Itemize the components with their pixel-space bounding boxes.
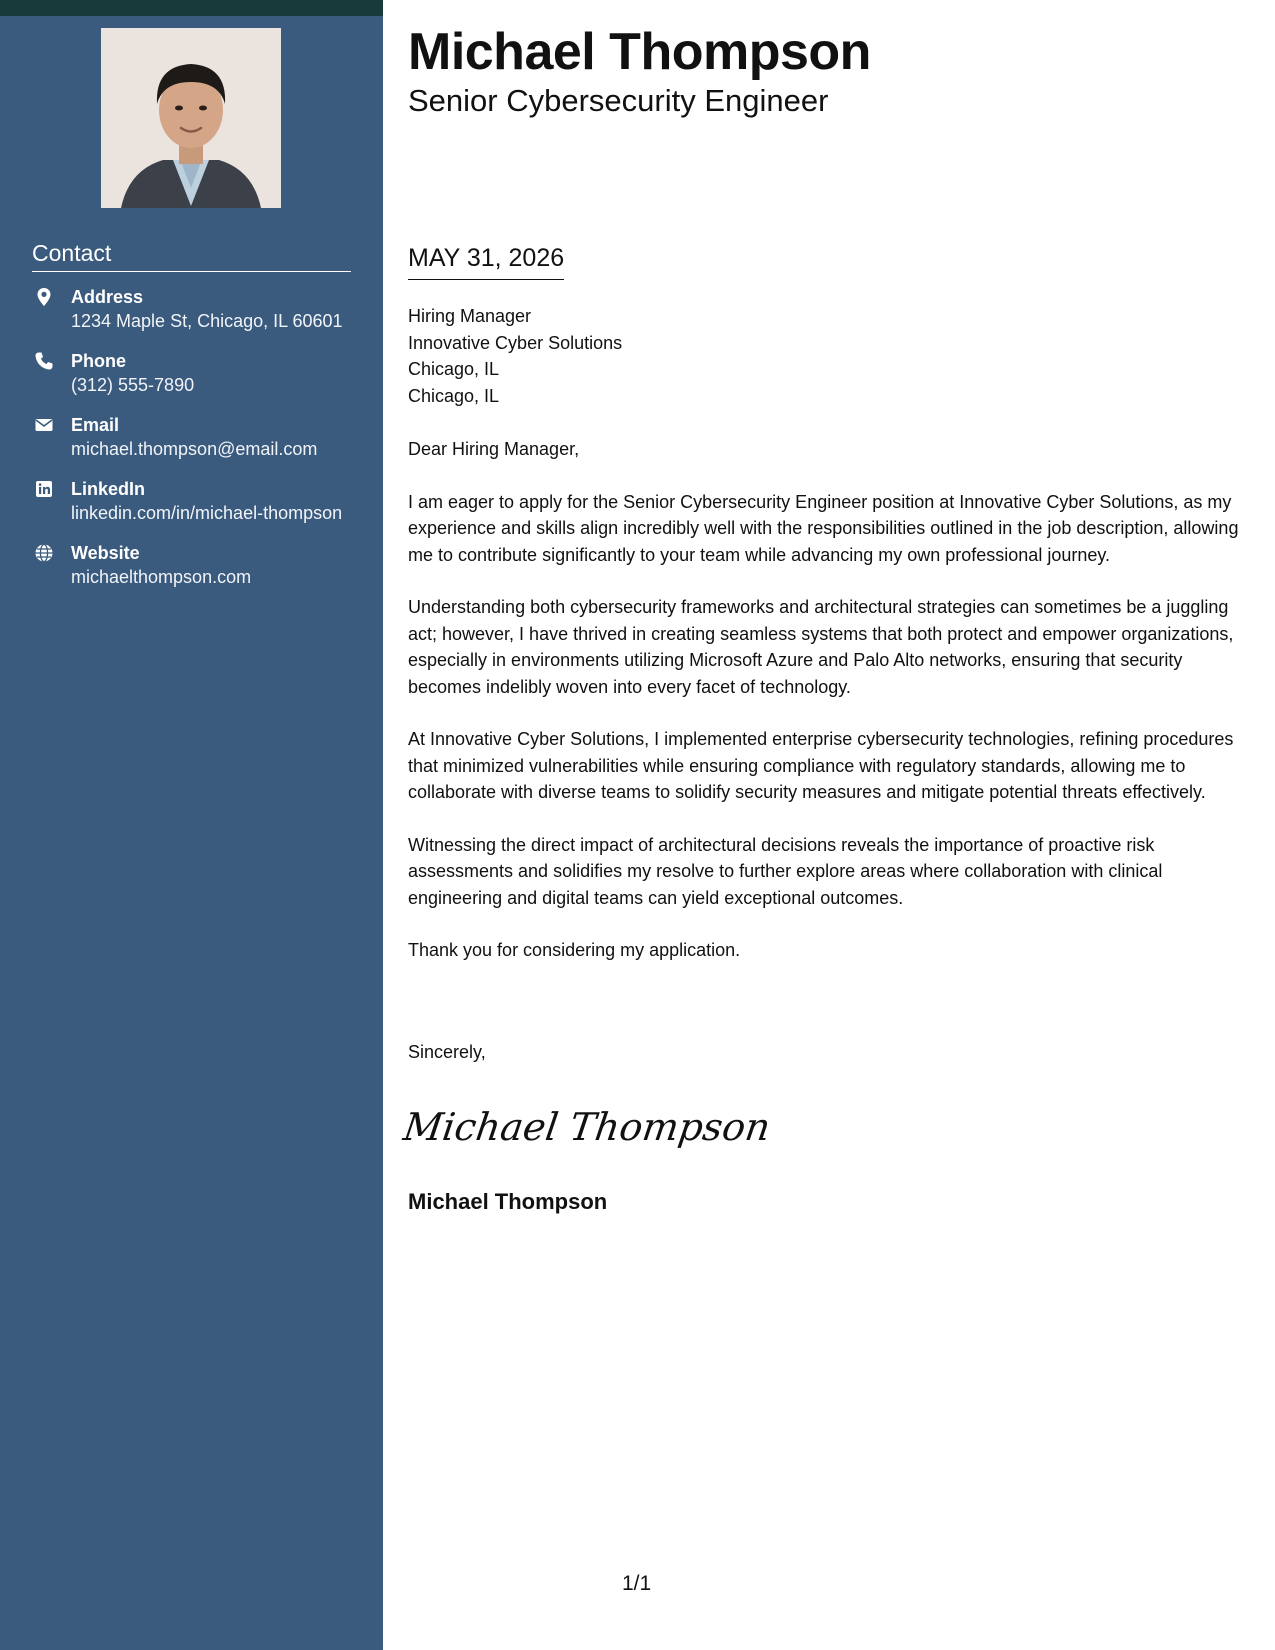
phone-value: (312) 555-7890 xyxy=(71,375,195,395)
recipient-line: Chicago, IL xyxy=(408,359,500,379)
letter-date: MAY 31, 2026 xyxy=(408,244,564,280)
contact-item-email xyxy=(32,413,362,461)
signature xyxy=(400,1098,773,1158)
signer-name: Michael Thompson xyxy=(408,1189,608,1214)
recipient-line: Chicago, IL xyxy=(408,385,500,406)
body-paragraph: Understanding both cybersecurity frameworks and architectural strategies can sometimes be a juggling act; however, I have thrived in creating seamless systems that both protect and empower organizations, especially in environments utilizing Microsoft Azure and Palo Alto networks, ensuring that security becomes indelibly woven into every facet of technology. xyxy=(408,597,1234,697)
contact-item-address xyxy=(32,285,362,333)
salutation: Dear Hiring Manager, xyxy=(408,439,580,459)
page-number: 1/1 xyxy=(622,1572,652,1595)
address-value: 1234 Maple St, Chicago, IL 60601 xyxy=(71,311,343,331)
globe-icon xyxy=(34,543,54,563)
contact-label: Website xyxy=(71,543,140,563)
map-pin-icon xyxy=(34,287,54,307)
linkedin-icon xyxy=(34,479,54,499)
recipient-line: Innovative Cyber Solutions xyxy=(408,332,623,353)
website-value: michaelthompson.com xyxy=(71,567,252,587)
signature-image xyxy=(400,1098,773,1158)
profile-photo-icon xyxy=(101,28,281,208)
contact-item-linkedin xyxy=(32,477,362,525)
contact-item-website xyxy=(32,541,362,589)
closing: Sincerely, xyxy=(408,1042,486,1062)
contact-label: LinkedIn xyxy=(71,479,146,499)
contact-list xyxy=(32,285,362,605)
contact-heading: Contact xyxy=(32,240,351,272)
contact-label: Address xyxy=(71,287,144,307)
phone-icon xyxy=(34,351,54,371)
recipient-line: Hiring Manager xyxy=(408,306,532,326)
signature-text: Michael Thompson xyxy=(400,1106,773,1150)
envelope-icon xyxy=(34,415,54,435)
contact-label: Email xyxy=(71,415,120,435)
body-paragraph: Thank you for considering my application. xyxy=(408,940,741,960)
sidebar-top-bar xyxy=(0,0,383,16)
applicant-name: Michael Thompson xyxy=(408,23,871,81)
recipient-block xyxy=(408,303,1243,409)
contact-item-phone xyxy=(32,349,362,397)
body-paragraph: At Innovative Cyber Solutions, I implemented enterprise cybersecurity technologies, refining procedures that minimized vulnerabilities while ensuring compliance with regulatory standards, allowing me to collaborate with diverse teams to solidify security measures and mitigate potential threats effectively. xyxy=(408,729,1234,802)
body-paragraph: I am eager to apply for the Senior Cybersecurity Engineer position at Innovative Cyber Solutions, as my experience and skills align incredibly well with the responsibilities outlined in the job description, allowing me to contribute significantly to your team while advancing my own professional journey. xyxy=(408,491,1239,565)
email-value: michael.thompson@email.com xyxy=(71,439,318,459)
job-title: Senior Cybersecurity Engineer xyxy=(408,83,829,118)
contact-label: Phone xyxy=(71,351,127,371)
sidebar xyxy=(0,0,383,1650)
letter-body xyxy=(408,303,1243,964)
body-paragraph: Witnessing the direct impact of architectural decisions reveals the importance of proactive risk assessments and solidifies my resolve to further explore areas where collaboration with clinical engineering and digital teams can yield exceptional outcomes. xyxy=(408,834,1163,908)
linkedin-value: linkedin.com/in/michael-thompson xyxy=(71,503,343,523)
avatar xyxy=(101,28,281,208)
